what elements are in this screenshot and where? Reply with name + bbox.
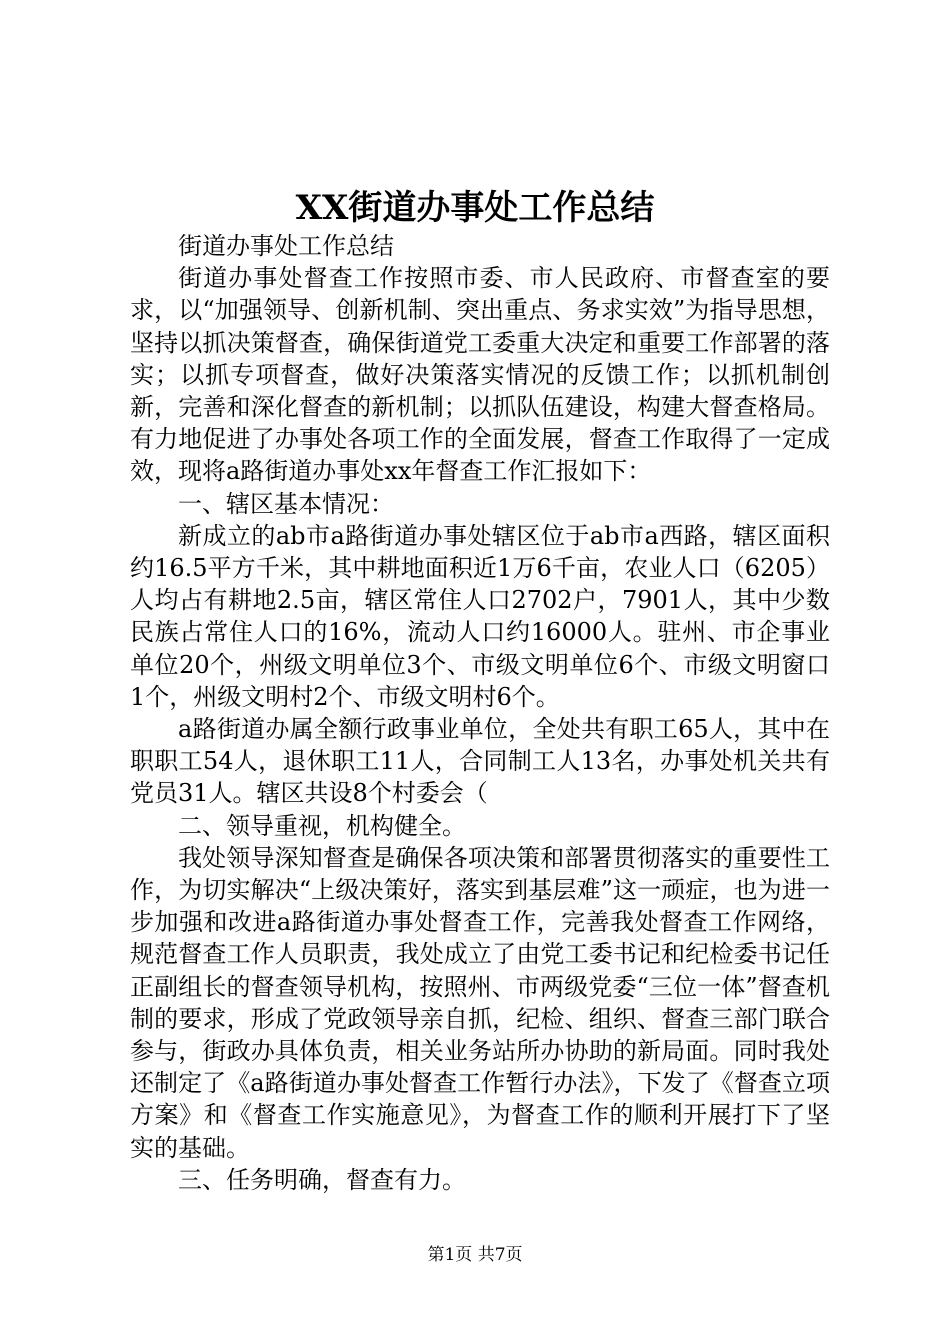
section-heading-2: 二、领导重视，机构健全。 — [178, 811, 466, 840]
paragraph-intro: 街道办事处督查工作按照市委、市人民政府、市督查室的要求，以“加强领导、创新机制、突出重点、务求实效”为指导思想，坚持以抓决策督查，确保街道党工委重大决定和重要工作部署的落实；以抓专项督查，做好决策落实情况的反馈工作；以抓机制创新，完善和深化督查的新机制；以抓队伍建设，构建大督查格局。有力地促进了办事处各项工作的全面发展，督查工作取得了一定成效，现将a路街道办事处xx年督查工作汇报如下： — [130, 264, 830, 486]
paragraph-leadership: 我处领导深知督查是确保各项决策和部署贯彻落实的重要性工作，为切实解决“上级决策好，落实到基层难”这一顽症，也为进一步加强和改进a路街道办事处督查工作，完善我处督查工作网络，规范督查工作人员职责，我处成立了由党工委书记和纪检委书记任正副组长的督查领导机构，按照州、市两级党委“三位一体”督查机制的要求，形成了党政领导亲自抓，纪检、组织、督查三部门联合参与，街政办具体负责，相关业务站所办协助的新局面。同时我处还制定了《a路街道办事处督查工作暂行办法》，下发了《督查立项方案》和《督查工作实施意见》，为督查工作的顺利开展打下了坚实的基础。 — [130, 843, 830, 1162]
section-heading-3: 三、任务明确，督查有力。 — [178, 1165, 466, 1194]
paragraph-staff-info: a路街道办属全额行政事业单位，全处共有职工65人，其中在职职工54人，退休职工11人，合同制工人13名，办事处机关共有党员31人。辖区共设8个村委会（ — [130, 715, 830, 808]
document-title: XX街道办事处工作总结 — [295, 188, 655, 228]
paragraph-subtitle: 街道办事处工作总结 — [178, 232, 394, 260]
page-number: 第1页 共7页 — [427, 1245, 523, 1265]
document-body — [130, 230, 830, 1196]
paragraph-district-info: 新成立的ab市a路街道办事处辖区位于ab市a西路，辖区面积约16.5平方千米，其中耕地面积近1万6千亩，农业人口（6205）人均占有耕地2.5亩，辖区常住人口2702户，7901人，其中少数民族占常住人口的16%，流动人口约16000人。驻州、市企事业单位20个，州级文明单位3个、市级文明单位6个、市级文明窗口1个，州级文明村2个、市级文明村6个。 — [130, 521, 830, 711]
section-heading-1: 一、辖区基本情况： — [178, 489, 394, 518]
